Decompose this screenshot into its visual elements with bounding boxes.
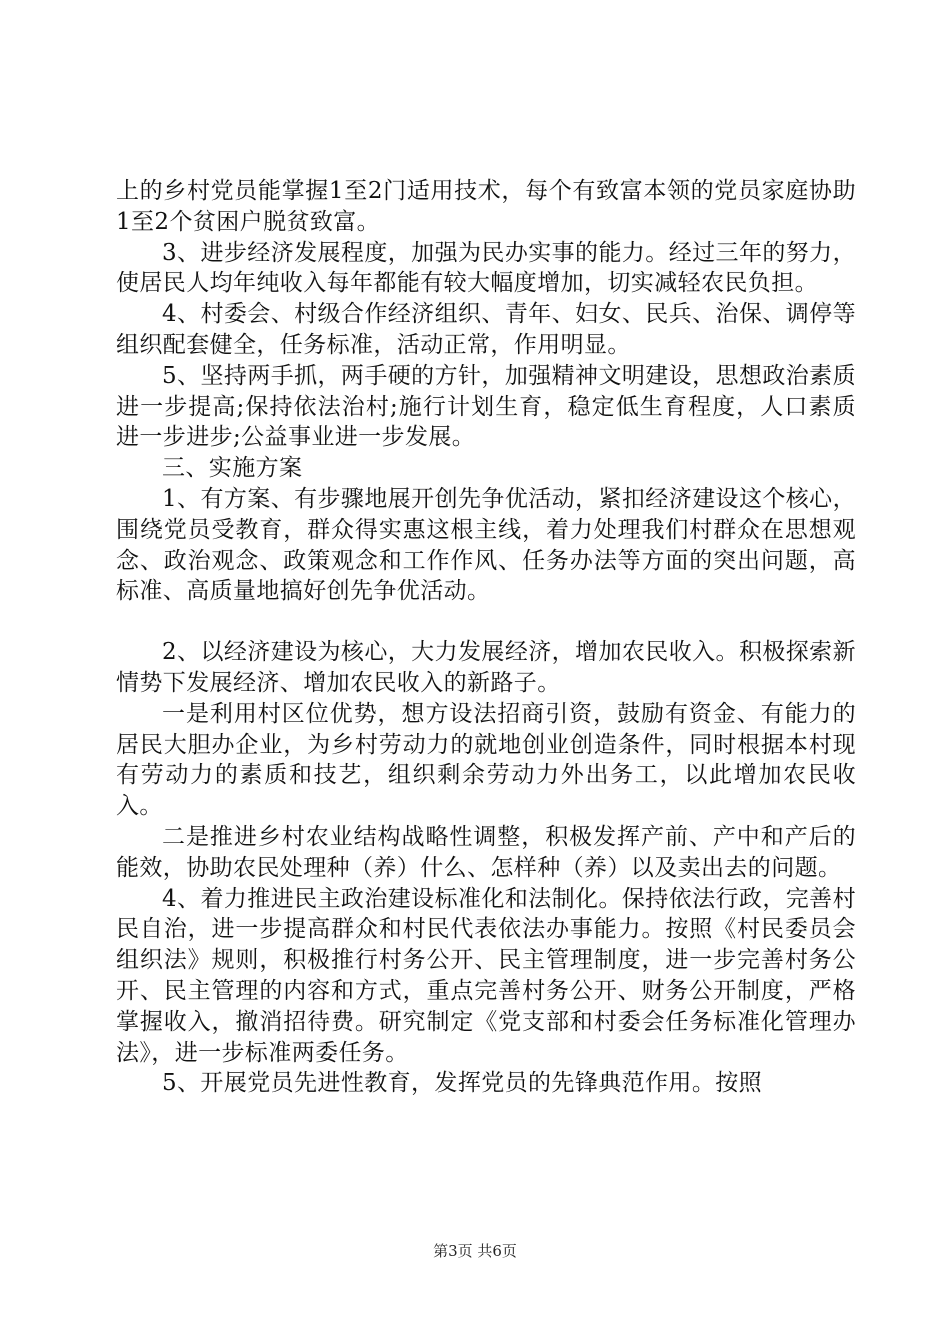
paragraph: 4、村委会、村级合作经济组织、青年、妇女、民兵、治保、调停等组织配套健全，任务标准，活动正常，作用明显。 — [116, 301, 856, 358]
paragraph: 二是推进乡村农业结构战略性调整，积极发挥产前、产中和产后的能效，协助农民处理种（养）什么、怎样种（养）以及卖出去的问题。 — [116, 823, 856, 881]
paragraph: 上的乡村党员能掌握1至2门适用技术，每个有致富本领的党员家庭协助1至2个贫困户脱贫致富。 — [116, 178, 856, 235]
paragraph: 5、坚持两手抓，两手硬的方针，加强精神文明建设，思想政治素质进一步提高;保持依法治村;施行计划生育，稳定低生育程度，人口素质进一步进步;公益事业进一步发展。 — [116, 362, 856, 451]
body-text — [116, 176, 856, 1099]
paragraph: 一是利用村区位优势，想方设法招商引资，鼓励有资金、有能力的居民大胆办企业，为乡村劳动力的就地创业创造条件，同时根据本村现有劳动力的素质和技艺，组织剩余劳动力外出务工，以此增加农民收入。 — [116, 700, 856, 820]
paragraph: 1、有方案、有步骤地展开创先争优活动，紧扣经济建设这个核心，围绕党员受教育，群众得实惠这根主线，着力处理我们村群众在思想观念、政治观念、政策观念和工作作风、任务办法等方面的突出问题，高标准、高质量地搞好创先争优活动。 — [116, 485, 856, 605]
paragraph: 4、着力推进民主政治建设标准化和法制化。保持依法行政，完善村民自治，进一步提高群众和村民代表依法办事能力。按照《村民委员会组织法》规则，积极推行村务公开、民主管理制度，进一步完善村务公开、民主管理的内容和方式，重点完善村务公开、财务公开制度，严格掌握收入，撤消招待费。研究制定《党支部和村委会任务标准化管理办法》，进一步标准两委任务。 — [116, 885, 856, 1066]
section-heading: 三、实施方案 — [162, 455, 303, 482]
paragraph: 5、开展党员先进性教育，发挥党员的先锋典范作用。按照 — [162, 1070, 763, 1097]
paragraph: 3、进步经济发展程度，加强为民办实事的能力。经过三年的努力，使居民人均年纯收入每年都能有较大幅度增加，切实减轻农民负担。 — [116, 239, 856, 297]
paragraph-gap — [116, 607, 856, 637]
page-footer — [0, 1240, 950, 1261]
page-number: 第3页 共6页 — [433, 1242, 517, 1260]
paragraph: 2、以经济建设为核心，大力发展经济，增加农民收入。积极探索新情势下发展经济、增加农民收入的新路子。 — [116, 639, 856, 696]
